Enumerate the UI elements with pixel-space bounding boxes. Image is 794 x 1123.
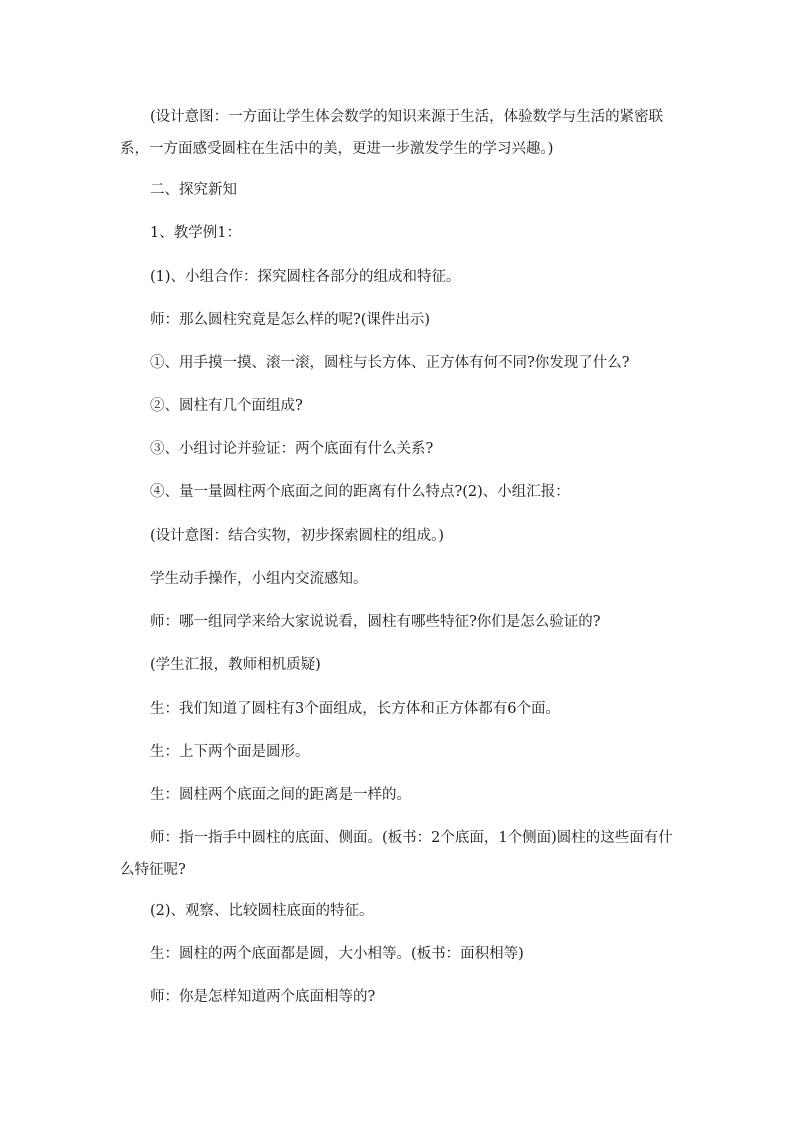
- teacher-question-3: 师：你是怎样知道两个底面相等的?: [150, 989, 376, 1005]
- example-heading: 1、教学例1：: [150, 225, 241, 241]
- section-heading-explore: 二、探究新知: [150, 182, 237, 198]
- student-answer-1: 生：我们知道了圆柱有3个面组成，长方体和正方体都有6个面。: [150, 701, 560, 717]
- observe-compare-heading: (2)、观察、比较圆柱底面的特征。: [150, 903, 374, 919]
- design-intent-paragraph-1: (设计意图：一方面让学生体会数学的知识来源于生活，体验数学与生活的紧密联系，一方面感受圆柱在生活中的美，更进一步激发学生的学习兴趣。): [120, 109, 664, 157]
- teacher-question-2: 师：哪一组同学来给大家说说看，圆柱有哪些特征?你们是怎么验证的?: [150, 614, 601, 630]
- task-item-4: ④、量一量圆柱两个底面之间的距离有什么特点?(2)、小组汇报：: [150, 484, 570, 500]
- teacher-instruction-board: 师：指一指手中圆柱的底面、侧面。(板书：2个底面，1个侧面)圆柱的这些面有什么特征呢?: [120, 830, 673, 878]
- task-item-3: ③、小组讨论并验证：两个底面有什么关系?: [150, 441, 434, 457]
- design-intent-paragraph-2: (设计意图：结合实物，初步探索圆柱的组成。): [150, 528, 445, 544]
- student-activity: 学生动手操作，小组内交流感知。: [150, 571, 368, 587]
- group-work-heading: (1)、小组合作：探究圆柱各部分的组成和特征。: [150, 269, 461, 285]
- student-report-note: (学生汇报，教师相机质疑): [150, 657, 321, 673]
- task-item-1: ①、用手摸一摸、滚一滚，圆柱与长方体、正方体有何不同?你发现了什么?: [150, 355, 630, 371]
- student-answer-4: 生：圆柱的两个底面都是圆，大小相等。(板书：面积相等): [150, 946, 524, 962]
- student-answer-2: 生：上下两个面是圆形。: [150, 744, 310, 760]
- student-answer-3: 生：圆柱两个底面之间的距离是一样的。: [150, 787, 411, 803]
- task-item-2: ②、圆柱有几个面组成?: [150, 398, 303, 414]
- teacher-question-1: 师：那么圆柱究竟是怎么样的呢?(课件出示): [150, 312, 431, 328]
